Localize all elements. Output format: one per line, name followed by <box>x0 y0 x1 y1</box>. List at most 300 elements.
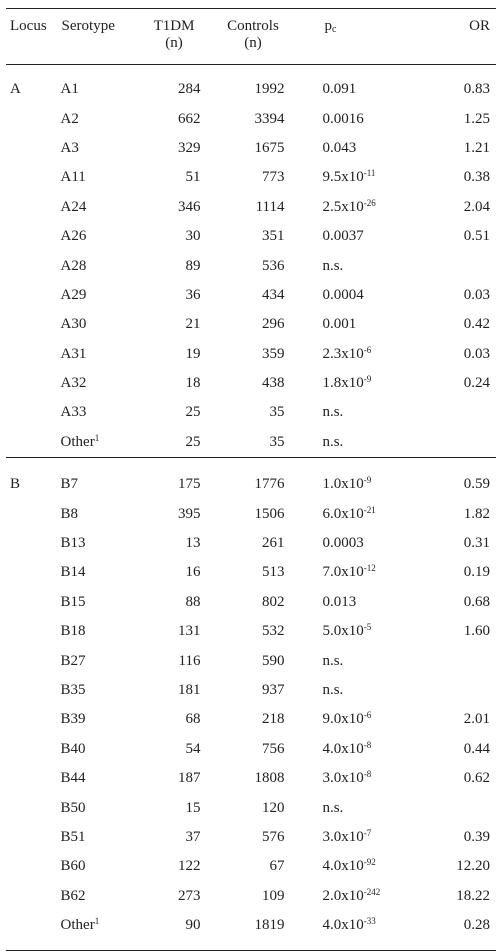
serotype-value: B40 <box>60 740 86 757</box>
pc-value: 0.0003 <box>322 535 364 552</box>
locus-cell <box>6 676 61 705</box>
header-locus-label: Locus <box>10 18 47 34</box>
header-pc-subscript: c <box>331 24 337 35</box>
serotype-cell <box>61 617 137 646</box>
header-t1dm-label: T1DM <box>153 18 195 34</box>
pc-cell <box>294 499 433 528</box>
table-row <box>6 764 496 793</box>
pc-value: n.s. <box>322 404 344 421</box>
controls-cell: 773 <box>261 169 285 186</box>
controls-cell: 590 <box>261 652 285 669</box>
t1dm-cell: 273 <box>177 887 201 904</box>
pc-cell <box>294 882 433 911</box>
pc-value: 0.001 <box>322 316 357 333</box>
pc-exponent: -92 <box>363 857 376 868</box>
or-cell: 12.20 <box>456 858 490 875</box>
header-row <box>6 9 496 65</box>
serotype-cell <box>61 163 137 192</box>
pc-cell <box>294 705 433 734</box>
pc-value: 1.8x10 <box>322 375 364 392</box>
serotype-cell <box>61 134 137 163</box>
header-serotype <box>61 9 137 65</box>
controls-cell: 1114 <box>255 198 285 215</box>
serotype-value: Other <box>60 433 95 450</box>
serotype-cell <box>61 340 137 369</box>
or-cell: 0.19 <box>463 564 490 581</box>
or-cell: 0.51 <box>463 228 490 245</box>
header-pc-label: p <box>324 18 332 34</box>
table-row <box>6 65 496 105</box>
serotype-value: A31 <box>60 345 87 362</box>
or-cell: 1.25 <box>463 110 490 127</box>
t1dm-cell: 395 <box>177 505 201 522</box>
pc-cell <box>294 428 433 458</box>
pc-cell <box>294 529 433 558</box>
pc-exponent: -33 <box>363 916 376 927</box>
table-row <box>6 735 496 764</box>
t1dm-cell: 175 <box>137 458 211 500</box>
t1dm-cell: 187 <box>177 770 201 787</box>
controls-cell: 359 <box>261 345 285 362</box>
pc-cell <box>294 852 433 881</box>
controls-cell: 296 <box>261 316 285 333</box>
pc-value: 2.3x10 <box>322 345 364 362</box>
pc-value: n.s. <box>322 652 344 669</box>
locus-cell <box>6 764 61 793</box>
serotype-cell <box>61 852 137 881</box>
pc-cell <box>294 735 433 764</box>
pc-value: n.s. <box>322 799 344 816</box>
table-row <box>6 428 496 458</box>
controls-cell: 1776 <box>210 458 294 500</box>
or-cell: 0.03 <box>463 345 490 362</box>
header-controls-unit: (n) <box>244 35 262 51</box>
serotype-cell <box>61 193 137 222</box>
locus-cell <box>6 646 61 675</box>
serotype-cell <box>61 458 137 500</box>
pc-exponent: -21 <box>363 504 376 515</box>
serotype-cell <box>61 310 137 339</box>
table-row <box>6 793 496 822</box>
serotype-value: A26 <box>60 228 87 245</box>
serotype-value: B51 <box>60 828 86 845</box>
pc-cell <box>294 793 433 822</box>
t1dm-cell: 68 <box>185 711 201 728</box>
table-row <box>6 558 496 587</box>
pc-value: n.s. <box>322 433 344 450</box>
serotype-value: A2 <box>60 110 79 127</box>
controls-cell: 1808 <box>254 770 285 787</box>
t1dm-cell: 662 <box>177 110 201 127</box>
t1dm-cell: 122 <box>177 858 201 875</box>
serotype-value: B8 <box>60 505 79 522</box>
or-cell: 0.62 <box>463 770 490 787</box>
t1dm-cell: 37 <box>185 828 201 845</box>
serotype-value: A30 <box>60 316 87 333</box>
locus-cell <box>6 251 61 280</box>
locus-cell <box>6 104 61 133</box>
t1dm-cell: 329 <box>177 139 201 156</box>
pc-value: 0.043 <box>322 139 357 156</box>
pc-cell <box>294 646 433 675</box>
controls-cell: 756 <box>261 740 285 757</box>
locus-cell <box>6 882 61 911</box>
or-cell <box>433 428 496 458</box>
pc-value: 9.5x10 <box>322 169 364 186</box>
controls-cell: 434 <box>261 286 285 303</box>
or-cell: 1.82 <box>463 505 490 522</box>
controls-cell: 35 <box>269 433 285 450</box>
table-row <box>6 588 496 617</box>
header-t1dm <box>137 9 211 65</box>
table-row <box>6 398 496 427</box>
pc-exponent: -5 <box>363 622 372 633</box>
pc-value: 0.013 <box>322 593 357 610</box>
controls-cell: 1506 <box>254 505 285 522</box>
table-row <box>6 823 496 852</box>
pc-cell <box>294 65 433 105</box>
pc-exponent: -9 <box>363 374 372 385</box>
pc-value: 4.0x10 <box>322 917 364 934</box>
or-cell: 0.38 <box>463 169 490 186</box>
pc-value: 2.0x10 <box>322 887 364 904</box>
serotype-value: B13 <box>60 535 86 552</box>
serotype-cell <box>61 65 137 105</box>
pc-cell <box>294 163 433 192</box>
locus-cell <box>6 588 61 617</box>
t1dm-cell: 19 <box>185 345 201 362</box>
t1dm-cell: 16 <box>185 564 201 581</box>
table-row <box>6 458 496 500</box>
controls-cell: 536 <box>261 257 285 274</box>
t1dm-cell: 284 <box>177 81 201 98</box>
t1dm-cell: 25 <box>185 433 201 450</box>
pc-exponent: -6 <box>363 344 372 355</box>
pc-cell <box>294 340 433 369</box>
controls-cell: 3394 <box>254 110 285 127</box>
locus-a-group <box>6 65 496 458</box>
pc-exponent: -9 <box>363 475 372 486</box>
or-cell: 2.01 <box>463 711 490 728</box>
controls-cell: 532 <box>261 623 285 640</box>
locus-label: B <box>10 476 21 493</box>
locus-cell <box>6 458 61 500</box>
pc-value: n.s. <box>322 257 344 274</box>
serotype-cell <box>61 281 137 310</box>
serotype-cell <box>61 104 137 133</box>
pc-value: 4.0x10 <box>322 740 364 757</box>
locus-cell <box>6 369 61 398</box>
serotype-cell <box>61 558 137 587</box>
serotype-value: A28 <box>60 257 87 274</box>
locus-cell <box>6 222 61 251</box>
pc-cell <box>294 398 433 427</box>
table-row <box>6 104 496 133</box>
pc-value: 5.0x10 <box>322 623 364 640</box>
locus-cell <box>6 705 61 734</box>
or-cell: 0.28 <box>433 911 496 951</box>
controls-cell: 576 <box>261 828 285 845</box>
table-row <box>6 369 496 398</box>
locus-cell <box>6 134 61 163</box>
serotype-value: B27 <box>60 652 86 669</box>
controls-cell: 218 <box>261 711 285 728</box>
pc-cell <box>294 911 433 951</box>
locus-cell <box>6 823 61 852</box>
pc-cell <box>294 251 433 280</box>
pc-value: 9.0x10 <box>322 711 364 728</box>
hla-serotype-table <box>6 8 496 951</box>
controls-cell: 67 <box>269 858 285 875</box>
table-header <box>6 9 496 65</box>
or-cell: 0.68 <box>463 593 490 610</box>
or-cell: 0.83 <box>463 81 490 98</box>
serotype-value: B60 <box>60 858 86 875</box>
pc-value: 0.0037 <box>322 228 364 245</box>
t1dm-cell: 21 <box>185 316 201 333</box>
locus-cell <box>6 617 61 646</box>
serotype-cell <box>61 823 137 852</box>
serotype-value: B18 <box>60 623 86 640</box>
or-cell <box>433 251 496 280</box>
table-row <box>6 882 496 911</box>
or-cell: 0.39 <box>463 828 490 845</box>
or-cell: 0.42 <box>463 316 490 333</box>
t1dm-cell: 131 <box>177 623 201 640</box>
serotype-value: A32 <box>60 375 87 392</box>
pc-value: n.s. <box>322 682 344 698</box>
t1dm-cell: 18 <box>185 375 201 392</box>
pc-exponent: -26 <box>363 197 376 208</box>
locus-cell <box>6 193 61 222</box>
table-row <box>6 340 496 369</box>
controls-cell: 438 <box>261 375 285 392</box>
locus-b-group <box>6 458 496 951</box>
table-row <box>6 705 496 734</box>
controls-cell: 120 <box>261 799 285 816</box>
pc-value: 7.0x10 <box>322 564 364 581</box>
locus-cell <box>6 65 61 105</box>
header-serotype-label: Serotype <box>61 18 115 34</box>
header-controls-label: Controls <box>227 18 279 34</box>
or-cell <box>433 646 496 675</box>
serotype-value: A24 <box>60 198 87 215</box>
serotype-value: A29 <box>60 286 87 303</box>
t1dm-cell: 90 <box>137 911 211 951</box>
t1dm-cell: 54 <box>185 740 201 757</box>
serotype-value: A11 <box>60 169 86 186</box>
table-row <box>6 499 496 528</box>
pc-exponent: -242 <box>363 886 381 897</box>
header-or <box>433 9 496 65</box>
t1dm-cell: 13 <box>185 535 201 552</box>
t1dm-cell: 346 <box>177 198 201 215</box>
controls-cell: 351 <box>261 228 285 245</box>
pc-cell <box>294 823 433 852</box>
pc-value: 6.0x10 <box>322 505 364 522</box>
pc-value: 3.0x10 <box>322 770 364 787</box>
locus-cell <box>6 163 61 192</box>
locus-cell <box>6 852 61 881</box>
pc-cell <box>294 104 433 133</box>
serotype-cell <box>61 428 137 458</box>
serotype-value: B39 <box>60 711 86 728</box>
serotype-cell <box>61 764 137 793</box>
locus-cell <box>6 340 61 369</box>
t1dm-cell: 88 <box>185 593 201 610</box>
serotype-value: B44 <box>60 770 86 787</box>
t1dm-cell: 181 <box>177 682 201 698</box>
table-row <box>6 911 496 951</box>
pc-cell <box>294 222 433 251</box>
pc-exponent: -11 <box>363 168 376 179</box>
pc-cell <box>294 588 433 617</box>
pc-exponent: -12 <box>363 563 376 574</box>
pc-value: 4.0x10 <box>322 858 364 875</box>
serotype-cell <box>61 588 137 617</box>
pc-exponent: -8 <box>363 769 372 780</box>
serotype-cell <box>61 705 137 734</box>
serotype-value: Other <box>60 917 95 934</box>
serotype-value: B15 <box>60 593 86 610</box>
locus-cell <box>6 911 61 951</box>
pc-cell <box>294 676 433 705</box>
table-row <box>6 529 496 558</box>
or-cell: 18.22 <box>456 887 490 904</box>
controls-cell: 261 <box>261 535 285 552</box>
locus-cell <box>6 735 61 764</box>
table-row <box>6 222 496 251</box>
locus-cell <box>6 529 61 558</box>
or-cell <box>433 676 496 705</box>
pc-cell <box>294 134 433 163</box>
serotype-value: B50 <box>60 799 86 816</box>
or-cell: 2.04 <box>463 198 490 215</box>
or-cell <box>433 793 496 822</box>
t1dm-cell: 25 <box>185 404 201 421</box>
header-t1dm-unit: (n) <box>165 35 183 51</box>
controls-cell: 1819 <box>210 911 294 951</box>
serotype-cell <box>61 911 137 951</box>
table-row <box>6 193 496 222</box>
or-cell: 0.44 <box>463 740 490 757</box>
serotype-cell <box>61 882 137 911</box>
serotype-value: B7 <box>60 476 79 493</box>
locus-cell <box>6 499 61 528</box>
or-cell: 1.60 <box>463 623 490 640</box>
serotype-value: B14 <box>60 564 86 581</box>
controls-cell: 1675 <box>254 139 285 156</box>
table-row <box>6 852 496 881</box>
pc-exponent: -7 <box>363 827 372 838</box>
or-cell: 0.24 <box>463 375 490 392</box>
locus-cell <box>6 281 61 310</box>
t1dm-cell: 116 <box>178 652 201 669</box>
pc-value: 0.0004 <box>322 286 364 303</box>
footnote-marker: 1 <box>94 916 100 927</box>
serotype-cell <box>61 735 137 764</box>
locus-cell <box>6 398 61 427</box>
pc-value: 2.5x10 <box>322 198 364 215</box>
serotype-cell <box>61 369 137 398</box>
serotype-cell <box>61 646 137 675</box>
pc-value: 0.0016 <box>322 110 364 127</box>
pc-cell <box>294 764 433 793</box>
serotype-cell <box>61 251 137 280</box>
locus-cell <box>6 793 61 822</box>
serotype-value: A1 <box>60 81 79 98</box>
serotype-cell <box>61 529 137 558</box>
t1dm-cell: 15 <box>185 799 201 816</box>
locus-cell <box>6 428 61 458</box>
serotype-cell <box>61 499 137 528</box>
table-row <box>6 134 496 163</box>
pc-cell <box>294 458 433 500</box>
pc-cell <box>294 310 433 339</box>
locus-label: A <box>10 81 21 98</box>
controls-cell: 1992 <box>254 81 285 98</box>
table-row <box>6 281 496 310</box>
or-cell: 0.59 <box>433 458 496 500</box>
table-row <box>6 646 496 675</box>
header-or-label: OR <box>469 18 490 34</box>
header-pc <box>294 9 433 65</box>
pc-cell <box>294 369 433 398</box>
controls-cell: 937 <box>261 682 285 698</box>
or-cell <box>433 398 496 427</box>
controls-cell: 109 <box>261 887 285 904</box>
header-locus <box>6 9 61 65</box>
serotype-value: B62 <box>60 887 86 904</box>
serotype-cell <box>61 793 137 822</box>
pc-value: 1.0x10 <box>322 476 364 493</box>
or-cell: 1.21 <box>463 139 490 156</box>
controls-cell: 35 <box>269 404 285 421</box>
table-row <box>6 310 496 339</box>
pc-value: 3.0x10 <box>322 828 364 845</box>
pc-exponent: -8 <box>363 739 372 750</box>
pc-cell <box>294 281 433 310</box>
t1dm-cell: 89 <box>185 257 201 274</box>
table-row <box>6 251 496 280</box>
locus-cell <box>6 310 61 339</box>
pc-cell <box>294 617 433 646</box>
serotype-value: A3 <box>60 139 79 156</box>
serotype-cell <box>61 222 137 251</box>
or-cell: 0.31 <box>463 535 490 552</box>
t1dm-cell: 30 <box>185 228 201 245</box>
pc-value: 0.091 <box>322 81 357 98</box>
header-controls <box>210 9 294 65</box>
locus-cell <box>6 558 61 587</box>
serotype-value: B35 <box>60 682 86 698</box>
pc-cell <box>294 558 433 587</box>
serotype-cell <box>61 398 137 427</box>
controls-cell: 802 <box>261 593 285 610</box>
serotype-cell <box>61 676 137 705</box>
pc-exponent: -6 <box>363 710 372 721</box>
table-row <box>6 163 496 192</box>
table-row <box>6 676 496 705</box>
controls-cell: 513 <box>261 564 285 581</box>
footnote-marker: 1 <box>94 432 100 443</box>
t1dm-cell: 51 <box>185 169 201 186</box>
t1dm-cell: 36 <box>185 286 201 303</box>
table-row <box>6 617 496 646</box>
or-cell: 0.03 <box>463 286 490 303</box>
pc-cell <box>294 193 433 222</box>
serotype-value: A33 <box>60 404 87 421</box>
